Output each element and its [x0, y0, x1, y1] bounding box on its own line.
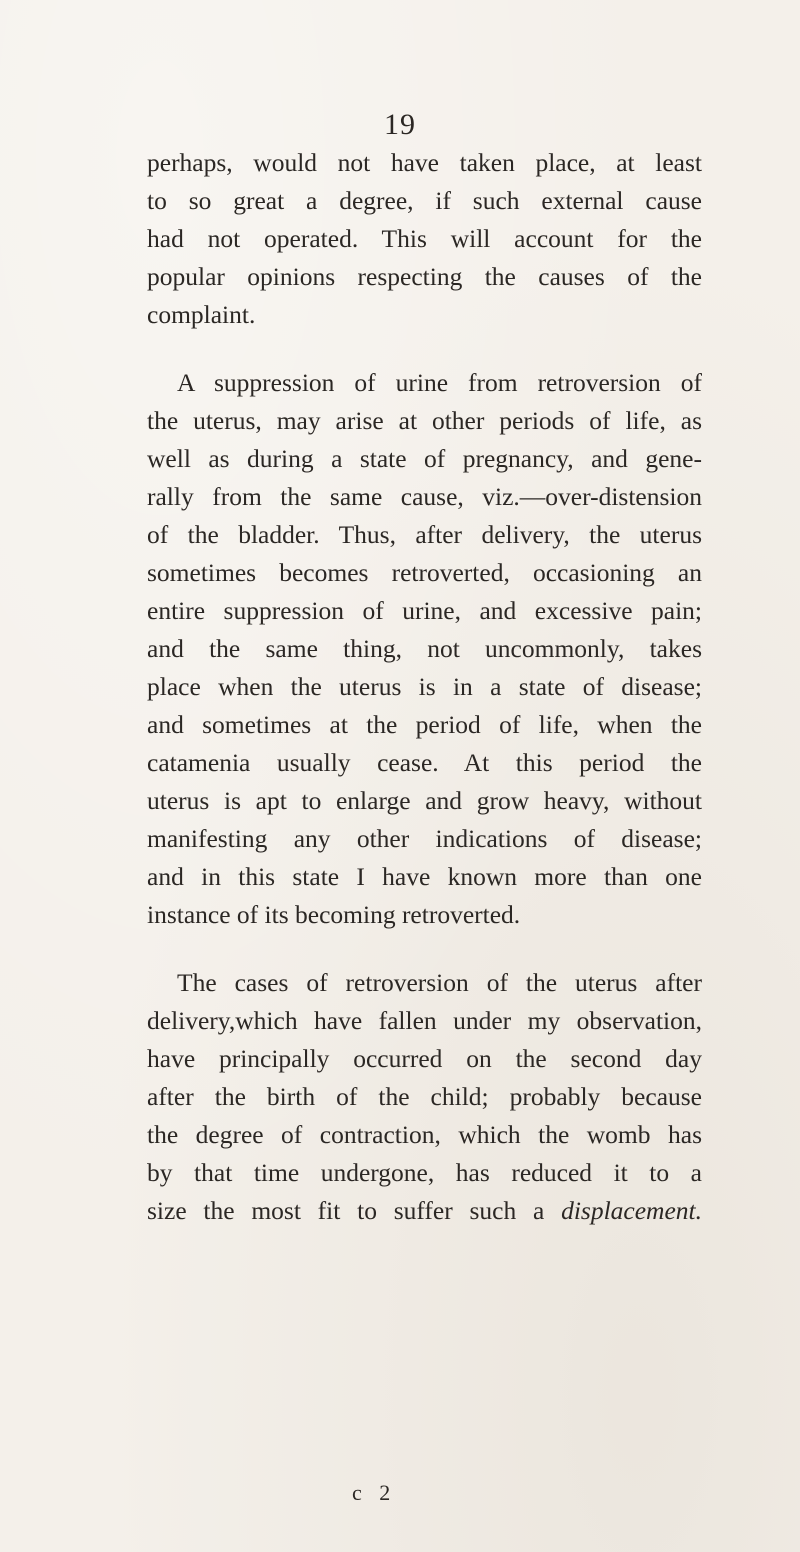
text-line: the degree of contraction, which the womb has: [147, 1120, 702, 1149]
text-line: place when the uterus is in a state of disease;: [147, 672, 702, 701]
text-line: instance of its becoming retroverted.: [147, 900, 521, 929]
text-line: by that time undergone, has reduced it to a: [147, 1158, 702, 1187]
text-line: popular opinions respecting the causes of the: [147, 262, 702, 291]
text-line: complaint.: [147, 300, 256, 329]
text-line: and in this state I have known more than one: [147, 862, 702, 891]
text-line: perhaps, would not have taken place, at least: [147, 148, 702, 177]
paragraph-1: [147, 144, 702, 334]
text-line: catamenia usually cease. At this period the: [147, 748, 702, 777]
text-line: rally from the same cause, viz.—over-distension: [147, 482, 702, 511]
text-line: The cases of retroversion of the uterus after: [177, 968, 702, 997]
text-line: had not operated. This will account for the: [147, 224, 702, 253]
paragraph-3: [147, 964, 702, 1230]
page-number: 19: [384, 108, 416, 141]
text-line: delivery,which have fallen under my observation,: [147, 1006, 702, 1035]
text-line: have principally occurred on the second day: [147, 1044, 702, 1073]
text-line-final: [147, 1192, 702, 1230]
text-line: well as during a state of pregnancy, and gene-: [147, 444, 702, 473]
text-line: to so great a degree, if such external cause: [147, 186, 702, 215]
signature-mark: c 2: [352, 1480, 397, 1505]
text-line: uterus is apt to enlarge and grow heavy, without: [147, 786, 702, 815]
text-line: and sometimes at the period of life, when the: [147, 710, 702, 739]
text-line: of the bladder. Thus, after delivery, the uterus: [147, 520, 702, 549]
text-line: A suppression of urine from retroversion of: [177, 368, 702, 397]
italic-word: displacement.: [561, 1196, 702, 1225]
text-line: and the same thing, not uncommonly, takes: [147, 634, 702, 663]
text-line-prefix: size the most fit to suffer such a: [147, 1196, 562, 1225]
paragraph-2: [147, 364, 702, 934]
body-text: [147, 144, 702, 1260]
text-line: sometimes becomes retroverted, occasioning an: [147, 558, 702, 587]
text-line: after the birth of the child; probably because: [147, 1082, 702, 1111]
text-line: entire suppression of urine, and excessive pain;: [147, 596, 702, 625]
text-line: manifesting any other indications of disease;: [147, 824, 702, 853]
text-line: the uterus, may arise at other periods of life, as: [147, 406, 702, 435]
